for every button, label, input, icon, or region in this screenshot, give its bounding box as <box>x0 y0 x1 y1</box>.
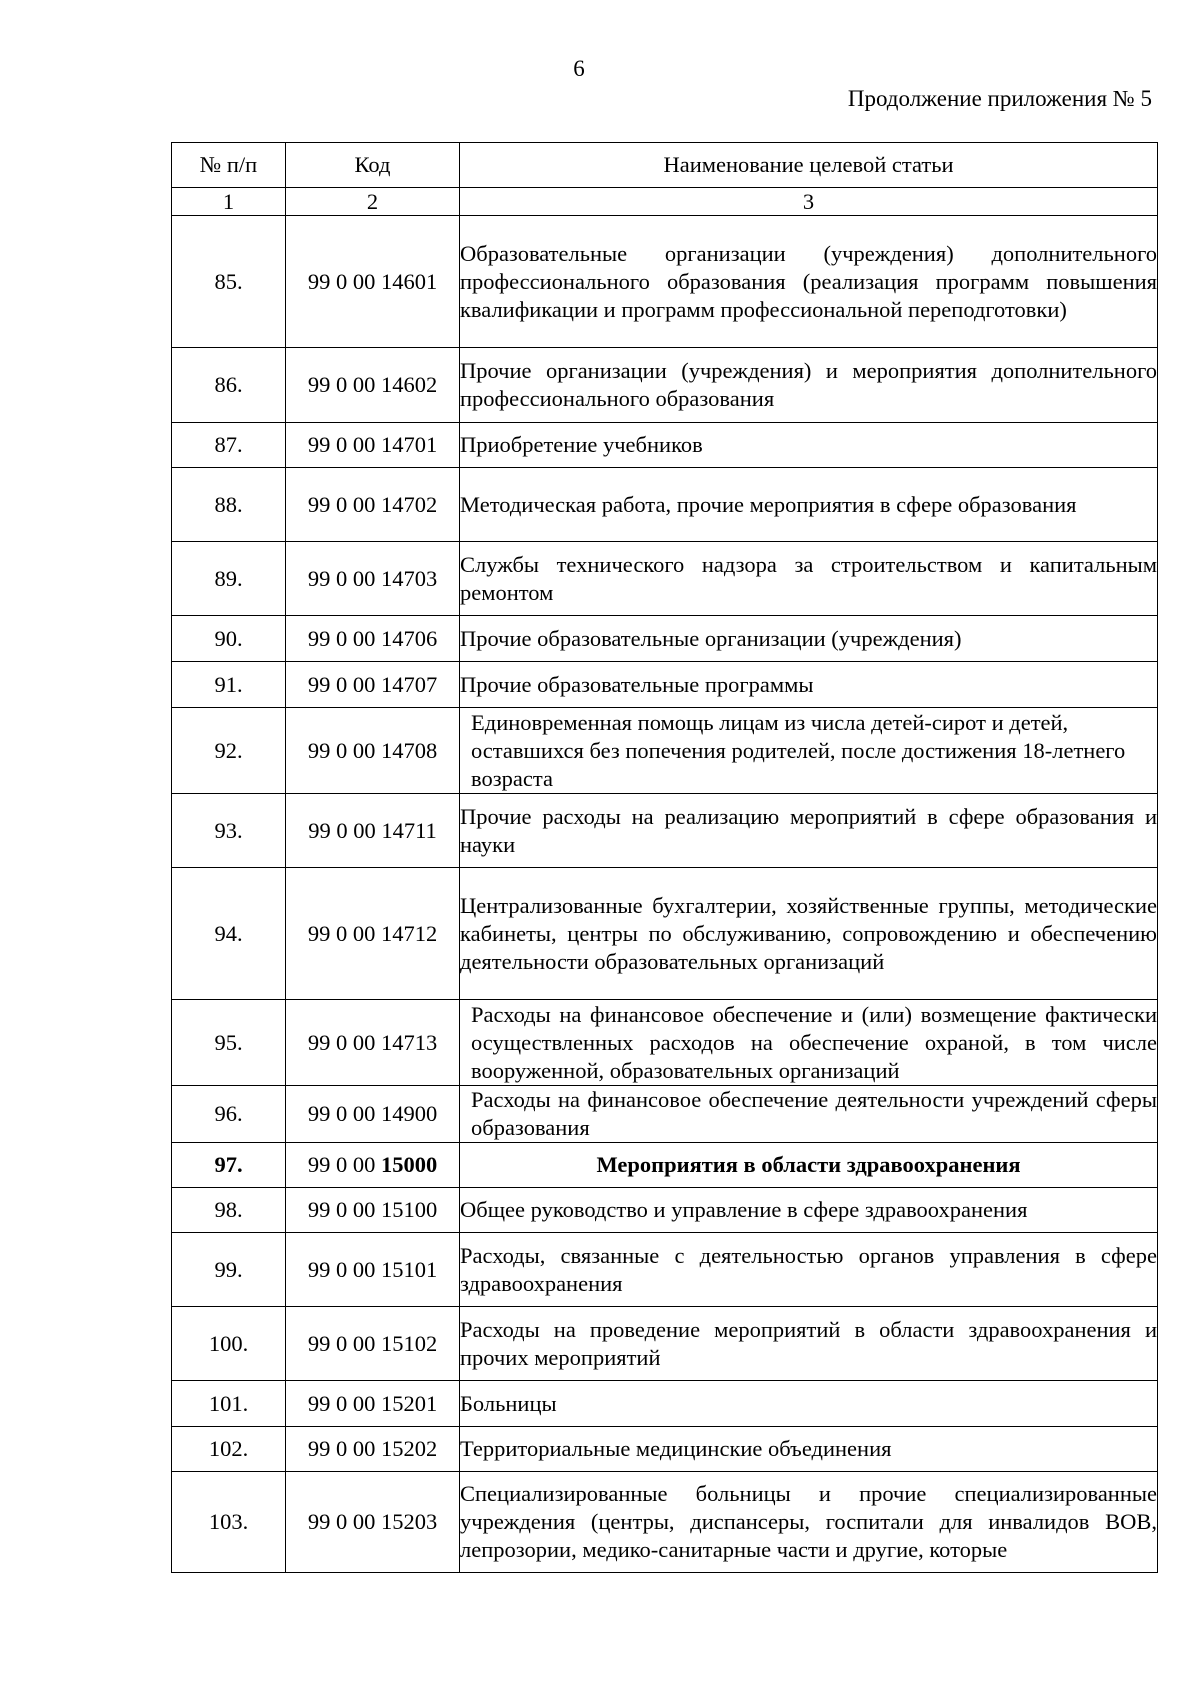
continuation-note: Продолжение приложения № 5 <box>847 86 1152 111</box>
table-row <box>172 616 1158 662</box>
row-name: Расходы на финансовое обеспечение деятельности учреждений сферы образования <box>460 1086 1158 1143</box>
budget-table <box>171 142 1158 1573</box>
row-name: Службы технического надзора за строительством и капитальным ремонтом <box>460 542 1158 616</box>
table-row <box>172 868 1158 1000</box>
row-number: 101. <box>172 1381 286 1427</box>
row-name: Общее руководство и управление в сфере здравоохранения <box>460 1188 1158 1233</box>
table-row <box>172 794 1158 868</box>
row-number: 93. <box>172 794 286 868</box>
row-name: Прочие организации (учреждения) и мероприятия дополнительного профессионального образования <box>460 348 1158 423</box>
table-row <box>172 662 1158 708</box>
column-header-name: Наименование целевой статьи <box>460 143 1158 188</box>
row-code: 99 0 00 14702 <box>286 468 460 542</box>
row-code: 99 0 00 14706 <box>286 616 460 662</box>
row-number: 98. <box>172 1188 286 1233</box>
column-index: 3 <box>460 188 1158 216</box>
row-code: 99 0 00 15203 <box>286 1472 460 1573</box>
row-number: 91. <box>172 662 286 708</box>
row-name: Единовременная помощь лицам из числа детей-сирот и детей, оставшихся без попечения родителей, после достижения 18-летнего возраста <box>460 708 1158 794</box>
row-name: Территориальные медицинские объединения <box>460 1427 1158 1472</box>
table-row <box>172 423 1158 468</box>
table-row <box>172 468 1158 542</box>
row-number: 96. <box>172 1086 286 1143</box>
column-index-row <box>172 188 1158 216</box>
table-header-row <box>172 143 1158 188</box>
row-number: 95. <box>172 1000 286 1086</box>
table-row <box>172 1233 1158 1307</box>
row-name: Расходы на проведение мероприятий в области здравоохранения и прочих мероприятий <box>460 1307 1158 1381</box>
row-number: 89. <box>172 542 286 616</box>
row-code: 99 0 00 14707 <box>286 662 460 708</box>
row-code: 99 0 00 14703 <box>286 542 460 616</box>
row-number: 88. <box>172 468 286 542</box>
row-number: 97. <box>172 1143 286 1188</box>
column-index: 2 <box>286 188 460 216</box>
row-name: Больницы <box>460 1381 1158 1427</box>
row-number: 92. <box>172 708 286 794</box>
row-number: 100. <box>172 1307 286 1381</box>
row-code-prefix: 99 0 00 <box>307 1152 381 1177</box>
row-code: 99 0 00 14601 <box>286 216 460 348</box>
table-row <box>172 1000 1158 1086</box>
row-code: 99 0 00 14713 <box>286 1000 460 1086</box>
row-name: Приобретение учебников <box>460 423 1158 468</box>
row-name: Централизованные бухгалтерии, хозяйственные группы, методические кабинеты, центры по обслуживанию, сопровождению и обеспечению деятельности образовательных организаций <box>460 868 1158 1000</box>
table-row <box>172 216 1158 348</box>
row-name: Методическая работа, прочие мероприятия в сфере образования <box>460 468 1158 542</box>
table-row <box>172 708 1158 794</box>
row-code: 99 0 00 14711 <box>286 794 460 868</box>
row-name: Прочие образовательные организации (учреждения) <box>460 616 1158 662</box>
row-code: 99 0 00 14701 <box>286 423 460 468</box>
row-number: 90. <box>172 616 286 662</box>
row-code: 99 0 00 14602 <box>286 348 460 423</box>
row-number: 94. <box>172 868 286 1000</box>
row-code: 99 0 00 15201 <box>286 1381 460 1427</box>
row-number: 85. <box>172 216 286 348</box>
row-number: 102. <box>172 1427 286 1472</box>
table-row <box>172 1472 1158 1573</box>
row-name: Мероприятия в области здравоохранения <box>460 1143 1158 1188</box>
row-name: Прочие образовательные программы <box>460 662 1158 708</box>
column-header-code: Код <box>286 143 460 188</box>
column-index: 1 <box>172 188 286 216</box>
column-header-number: № п/п <box>172 143 286 188</box>
row-number: 87. <box>172 423 286 468</box>
table-row <box>172 1086 1158 1143</box>
table-row <box>172 1188 1158 1233</box>
table-row <box>172 1427 1158 1472</box>
page-number: 6 <box>573 56 585 81</box>
row-number: 86. <box>172 348 286 423</box>
table-row-section <box>172 1143 1158 1188</box>
row-code: 99 0 00 14708 <box>286 708 460 794</box>
row-name: Прочие расходы на реализацию мероприятий в сфере образования и науки <box>460 794 1158 868</box>
row-number: 99. <box>172 1233 286 1307</box>
row-code: 99 0 00 15202 <box>286 1427 460 1472</box>
row-code <box>286 1143 460 1188</box>
row-code: 99 0 00 14900 <box>286 1086 460 1143</box>
table-row <box>172 542 1158 616</box>
row-code: 99 0 00 14712 <box>286 868 460 1000</box>
table-row <box>172 1307 1158 1381</box>
row-code: 99 0 00 15101 <box>286 1233 460 1307</box>
table-row <box>172 348 1158 423</box>
row-code-bold: 15000 <box>380 1152 438 1177</box>
row-name: Расходы, связанные с деятельностью органов управления в сфере здравоохранения <box>460 1233 1158 1307</box>
row-number: 103. <box>172 1472 286 1573</box>
row-name: Расходы на финансовое обеспечение и (или) возмещение фактически осуществленных расходов на обеспечение охраной, в том числе вооруженной, образовательных организаций <box>460 1000 1158 1086</box>
row-name: Специализированные больницы и прочие специализированные учреждения (центры, диспансеры, госпитали для инвалидов ВОВ, лепрозории, медико-санитарные части и другие, которые <box>460 1472 1158 1573</box>
row-code: 99 0 00 15100 <box>286 1188 460 1233</box>
row-name: Образовательные организации (учреждения) дополнительного профессионального образования (реализация программ повышения квалификации и программ профессиональной переподготовки) <box>460 216 1158 348</box>
table-row <box>172 1381 1158 1427</box>
row-code: 99 0 00 15102 <box>286 1307 460 1381</box>
